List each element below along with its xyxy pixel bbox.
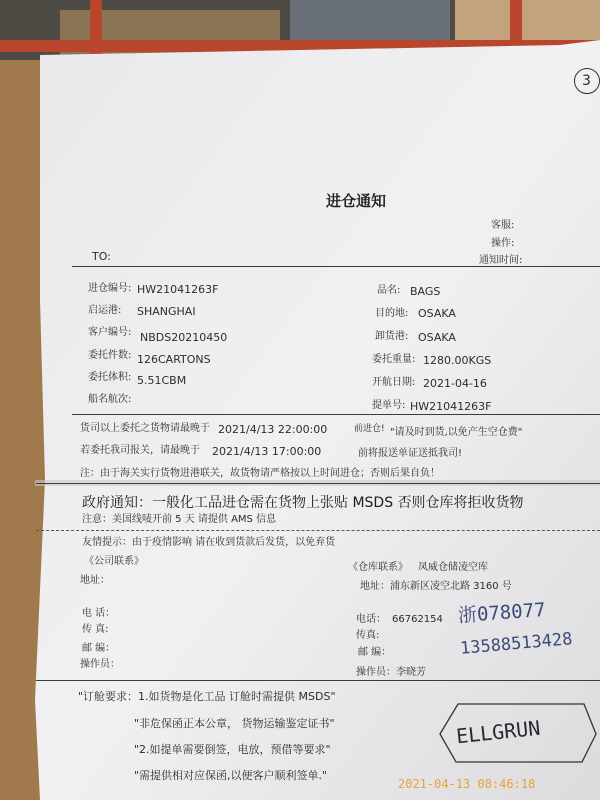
deadline-customs-value: 2021/4/13 17:00:00: [212, 445, 322, 458]
field-vessel-label: 船名航次:: [88, 394, 132, 405]
field-weight-value: 1280.00KGS: [423, 354, 492, 367]
deadline-entry-note: "请及时到货,以免产生空仓费": [390, 427, 523, 438]
warehouse-phone-value: 66762154: [392, 614, 443, 625]
service-label: 客服:: [491, 220, 515, 231]
handwritten-phone-2: 13588513428: [459, 629, 574, 659]
field-product-value: BAGS: [410, 285, 441, 298]
field-origin-label: 启运港:: [88, 305, 122, 316]
order-req-3: "2.如提单需要倒签，电放，预借等要求": [134, 743, 331, 756]
field-product-label: 品名:: [377, 285, 401, 296]
handwritten-brand: ELLGRUN: [454, 715, 542, 749]
order-req-2: "非危保函正本公章， 货物运输鉴定证书": [134, 717, 335, 730]
field-weight-label: 委托重量:: [372, 354, 416, 365]
notify-time-label: 通知时间:: [479, 255, 523, 266]
warehouse-fax-label: 传真:: [356, 630, 380, 641]
header-rule: [72, 266, 600, 267]
deadline-note: 注：由于海关实行货物进港联关，故货物请严格按以上时间进仓；否则后果自负！: [80, 468, 440, 479]
to-label: TO:: [92, 250, 111, 263]
field-bl-no-value: HW21041263F: [410, 400, 492, 413]
page-title: 进仓通知: [326, 192, 387, 210]
field-volume-label: 委托体积:: [88, 372, 132, 383]
field-cartons-label: 委托件数:: [88, 350, 132, 361]
fields-rule: [72, 414, 600, 415]
company-contact-heading: 《公司联系》: [84, 556, 144, 567]
page-number: 3: [582, 73, 591, 89]
warehouse-postcode-label: 邮 编：: [358, 647, 392, 658]
warehouse-contact-heading: 《仓库联系》: [348, 562, 408, 573]
deadline-customs-suffix: 前将报送单证送抵我司!: [358, 448, 463, 459]
field-entry-no-label: 进仓编号:: [88, 283, 132, 294]
warehouse-address: 地址：浦东新区凌空北路 3160 号: [360, 581, 512, 592]
handwritten-phone-1: 浙078077: [457, 598, 547, 628]
deadline-entry-value: 2021/4/13 22:00:00: [218, 423, 328, 436]
field-entry-no-value: HW21041263F: [137, 283, 219, 296]
field-sailing-date-value: 2021-04-16: [423, 377, 487, 390]
field-cartons-value: 126CARTONS: [137, 353, 211, 366]
field-customer-no-value: NBDS20210450: [140, 331, 228, 344]
company-address-label: 地址：: [80, 575, 110, 586]
operator-label: 操作:: [491, 238, 515, 249]
order-req-1: "订舱要求：1.如货物是化工品 订舱时需提供 MSDS": [78, 690, 336, 703]
field-destination-label: 目的地:: [375, 308, 409, 319]
field-sailing-date-label: 开航日期:: [372, 377, 416, 388]
warehouse-phone-label: 电话：: [356, 614, 386, 625]
warehouse-operator: 操作员：李晓芳: [356, 667, 426, 678]
deadline-rule: [36, 483, 600, 484]
friendly-reminder: 友情提示：由于疫情影响 请在收到货款后发货，以免弃货: [82, 537, 336, 548]
order-req-4: "需提供相对应保函,以便客户顺利签单.": [134, 769, 328, 782]
company-operator-label: 操作员：: [80, 659, 120, 670]
gov-notice: 政府通知：一般化工品进仓需在货物上张贴 MSDS 否则仓库将拒收货物: [82, 495, 524, 511]
deadline-customs-label: 若委托我司报关，请最晚于: [80, 445, 200, 456]
field-discharge-port-label: 卸货港:: [375, 331, 409, 342]
company-fax-label: 传 真:: [82, 624, 109, 635]
notice-divider: [36, 530, 600, 531]
warehouse-name: 凤威仓储凌空库: [418, 562, 488, 573]
field-destination-value: OSAKA: [418, 307, 456, 320]
deadline-entry-label: 货司以上委托之货物请最晚于: [80, 423, 210, 434]
field-volume-value: 5.51CBM: [137, 374, 187, 387]
contact-rule: [36, 680, 600, 681]
field-customer-no-label: 客户编号:: [88, 327, 132, 338]
company-phone-label: 电 话：: [82, 608, 116, 619]
deadline-entry-suffix: 前进仓!: [354, 424, 385, 434]
ams-notice: 注意：美国线唛开前 5 天 请提供 AMS 信息: [82, 514, 277, 525]
company-postcode-label: 邮 编：: [82, 643, 116, 654]
field-origin-value: SHANGHAI: [137, 305, 196, 318]
photo-timestamp: 2021-04-13 08:46:18: [398, 777, 536, 791]
field-discharge-port-value: OSAKA: [418, 331, 456, 344]
field-bl-no-label: 提单号:: [372, 400, 406, 411]
